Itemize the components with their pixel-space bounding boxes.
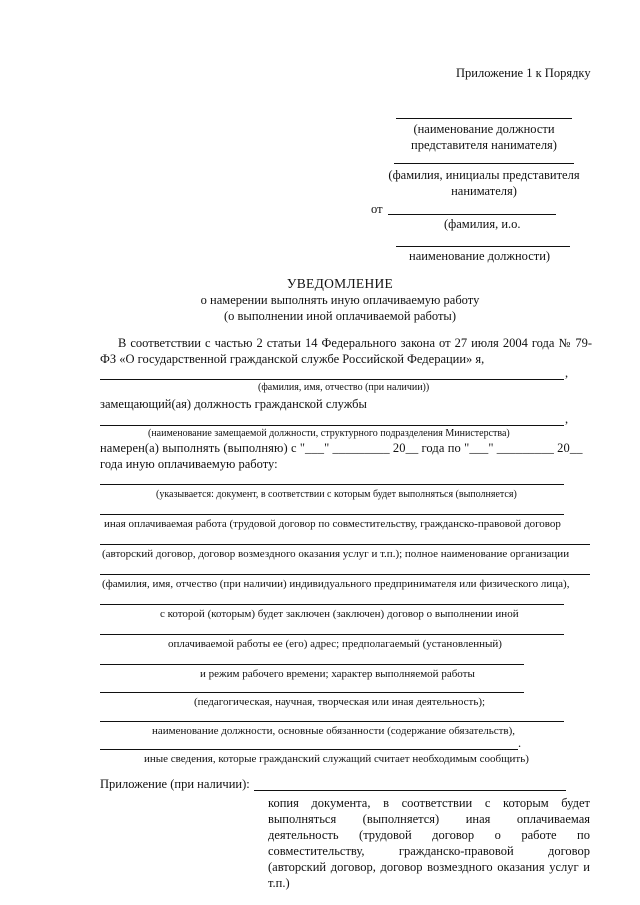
work-line-10 bbox=[100, 749, 518, 750]
position-line bbox=[100, 425, 564, 426]
employer-position-caption bbox=[388, 121, 580, 153]
document-subtitle-2: (о выполнении иной оплачиваемой работы) bbox=[223, 309, 456, 323]
intend-line-2: года иную оплачиваемую работу: bbox=[100, 457, 278, 471]
attachment-text-line: выполняться (выполняется) иная оплачиваемая bbox=[268, 812, 590, 826]
sender-name-line bbox=[388, 214, 556, 215]
position-label: замещающий(ая) должность гражданской службы bbox=[100, 397, 367, 411]
work-caption-6: оплачиваемой работы ее (его) адрес; предполагаемый (установленный) bbox=[168, 638, 502, 650]
employer-name-caption bbox=[384, 167, 584, 199]
fio-caption: (фамилия, имя, отчество (при наличии)) bbox=[258, 382, 430, 393]
work-line-2 bbox=[100, 514, 564, 515]
attachment-description bbox=[268, 795, 590, 891]
attachment-text-line: копия документа, в соответствии с которым будет bbox=[268, 796, 590, 810]
position-comma: , bbox=[565, 412, 569, 426]
caption-line: (фамилия, инициалы представителя bbox=[388, 168, 580, 182]
attachment-label: Приложение (при наличии): bbox=[100, 777, 250, 791]
attachment-text-line: совместительству, гражданско-правовой договор bbox=[268, 844, 590, 858]
work-line-4 bbox=[100, 574, 590, 575]
work-line-5 bbox=[100, 604, 564, 605]
work-line-9 bbox=[100, 721, 564, 722]
intro-line-2: ФЗ «О государственной гражданской службе Российской Федерации» я, bbox=[100, 352, 485, 366]
work-caption-4: (фамилия, имя, отчество (при наличии) индивидуального предпринимателя или физического лица), bbox=[102, 578, 570, 590]
employer-position-line bbox=[396, 118, 572, 119]
sender-position-caption: наименование должности) bbox=[409, 249, 551, 263]
intend-line: намерен(а) выполнять (выполняю) с "___" _________ 20__ года по "___" _________ 20__ bbox=[100, 441, 583, 455]
work-caption-9: наименование должности, основные обязанности (содержание обязательств), bbox=[152, 725, 516, 737]
work-caption-10: иные сведения, которые гражданский служащий считает необходимым сообщить) bbox=[144, 753, 529, 765]
appendix-label: Приложение 1 к Порядку bbox=[456, 66, 591, 80]
document-title: УВЕДОМЛЕНИЕ bbox=[286, 276, 394, 291]
attachment-text-line: т.п.) bbox=[268, 876, 290, 890]
work-caption-5: с которой (которым) будет заключен (заключен) договор о выполнении иной bbox=[160, 608, 519, 620]
intro-line-1: В соответствии с частью 2 статьи 14 Федерального закона от 27 июля 2004 года № 79- bbox=[118, 336, 592, 350]
caption-line: представителя нанимателя) bbox=[411, 138, 557, 152]
attachment-text-line: деятельность (трудовой договор о работе по bbox=[268, 828, 590, 842]
caption-line: нанимателя) bbox=[451, 184, 517, 198]
fio-line bbox=[100, 379, 564, 380]
work-line-period: . bbox=[518, 736, 522, 750]
employer-name-line bbox=[394, 163, 574, 164]
sender-name-caption: (фамилия, и.о. bbox=[444, 217, 521, 231]
work-line-7 bbox=[100, 664, 524, 665]
fio-comma: , bbox=[565, 366, 569, 380]
work-caption-8: (педагогическая, научная, творческая или иная деятельность); bbox=[194, 696, 486, 708]
work-line-1 bbox=[100, 484, 564, 485]
work-caption-2: иная оплачиваемая работа (трудовой договор по совместительству, гражданско-правовой договор bbox=[104, 518, 561, 530]
work-caption-7: и режим рабочего времени; характер выполняемой работы bbox=[200, 668, 475, 680]
work-line-6 bbox=[100, 634, 564, 635]
from-label: от bbox=[371, 202, 383, 216]
work-caption-3: (авторский договор, договор возмездного оказания услуг и т.п.); полное наименование организации bbox=[102, 548, 570, 560]
work-line-3 bbox=[100, 544, 590, 545]
attachment-text-line: (авторский договор, договор возмездного оказания услуг и bbox=[268, 860, 590, 874]
work-caption-1: (указывается: документ, в соответствии с которым будет выполняться (выполняется) bbox=[156, 489, 517, 500]
sender-position-line bbox=[396, 246, 570, 247]
position-caption: (наименование замещаемой должности, структурного подразделения Министерства) bbox=[148, 428, 510, 439]
attachment-line bbox=[254, 790, 566, 791]
caption-line: (наименование должности bbox=[413, 122, 555, 136]
document-subtitle-1: о намерении выполнять иную оплачиваемую работу bbox=[200, 293, 480, 307]
work-line-8 bbox=[100, 692, 524, 693]
